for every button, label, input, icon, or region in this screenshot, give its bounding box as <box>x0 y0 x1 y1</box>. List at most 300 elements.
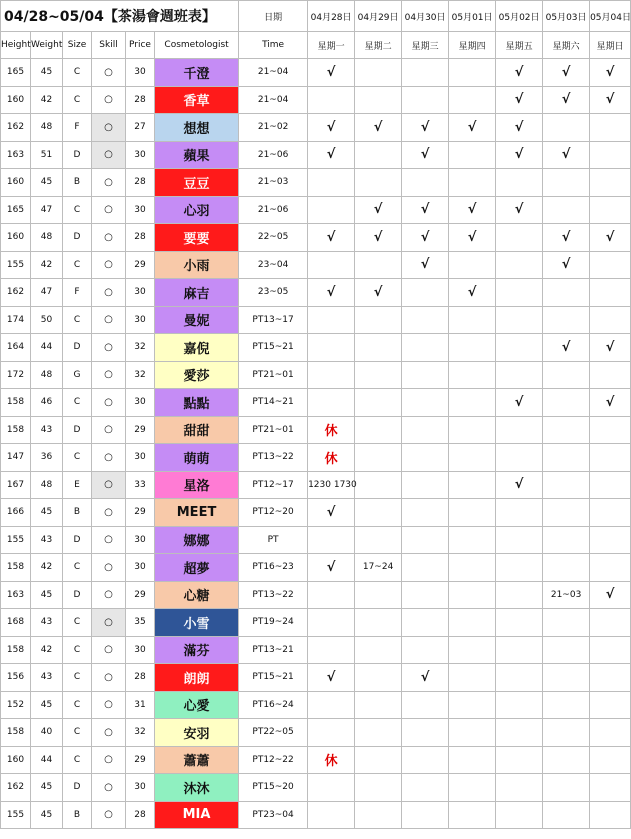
height-cell: 162 <box>1 279 31 307</box>
day-cell <box>402 636 449 664</box>
day-cell <box>402 746 449 774</box>
cosmetologist-name: 安羽 <box>155 719 239 747</box>
weight-cell: 42 <box>31 554 63 582</box>
weight-cell: 48 <box>31 114 63 142</box>
day-cell <box>308 251 355 279</box>
height-cell: 160 <box>1 224 31 252</box>
shift-check: √ <box>543 86 590 114</box>
table-row <box>1 691 631 719</box>
skill-cell: ○ <box>92 499 126 527</box>
price-cell: 28 <box>126 664 155 692</box>
day-cell <box>355 774 402 802</box>
day-cell <box>590 554 631 582</box>
day-cell <box>543 279 590 307</box>
day-cell <box>449 444 496 472</box>
day-cell <box>590 279 631 307</box>
day-cell <box>355 499 402 527</box>
skill-cell: ○ <box>92 279 126 307</box>
day-cell <box>449 526 496 554</box>
day-cell <box>308 526 355 554</box>
time-cell: 22~05 <box>239 224 308 252</box>
size-cell: C <box>63 306 92 334</box>
shift-check: √ <box>449 279 496 307</box>
cosmetologist-name: MIA <box>155 801 239 829</box>
height-cell: 155 <box>1 251 31 279</box>
price-header: Price <box>126 32 155 59</box>
price-cell: 29 <box>126 746 155 774</box>
cosmetologist-name: 萌萌 <box>155 444 239 472</box>
day-cell <box>496 746 543 774</box>
shift-check: √ <box>590 224 631 252</box>
shift-check: √ <box>402 664 449 692</box>
weekday-header: 星期二 <box>355 32 402 59</box>
cosmetologist-name: 心愛 <box>155 691 239 719</box>
day-cell <box>355 664 402 692</box>
price-cell: 30 <box>126 59 155 87</box>
table-row <box>1 86 631 114</box>
day-cell <box>449 86 496 114</box>
height-cell: 147 <box>1 444 31 472</box>
schedule-title: 04/28~05/04【茶湯會週班表】 <box>1 1 239 32</box>
day-cell <box>496 224 543 252</box>
cosmetologist-name: 超夢 <box>155 554 239 582</box>
day-cell <box>543 499 590 527</box>
day-cell <box>355 141 402 169</box>
day-cell <box>402 471 449 499</box>
time-cell: PT13~22 <box>239 444 308 472</box>
height-cell: 158 <box>1 389 31 417</box>
shift-check: √ <box>308 279 355 307</box>
size-cell: F <box>63 279 92 307</box>
date-header: 05月01日 <box>449 1 496 32</box>
day-cell <box>590 719 631 747</box>
cosmetologist-name: 麻吉 <box>155 279 239 307</box>
cosmetologist-name: 娜娜 <box>155 526 239 554</box>
shift-check: √ <box>449 224 496 252</box>
day-cell <box>543 774 590 802</box>
time-cell: 21~03 <box>239 169 308 197</box>
day-cell <box>449 746 496 774</box>
day-cell <box>543 664 590 692</box>
size-cell: C <box>63 609 92 637</box>
table-row <box>1 636 631 664</box>
shift-check: √ <box>496 86 543 114</box>
time-cell: PT21~01 <box>239 361 308 389</box>
time-cell: PT22~05 <box>239 719 308 747</box>
day-cell <box>543 636 590 664</box>
time-cell: PT16~24 <box>239 691 308 719</box>
day-cell <box>402 774 449 802</box>
shift-check: √ <box>402 114 449 142</box>
day-cell <box>496 581 543 609</box>
height-cell: 160 <box>1 169 31 197</box>
time-cell: PT14~21 <box>239 389 308 417</box>
day-cell <box>590 114 631 142</box>
day-cell <box>590 196 631 224</box>
day-cell <box>496 554 543 582</box>
day-cell <box>496 334 543 362</box>
shift-check: √ <box>543 334 590 362</box>
price-cell: 29 <box>126 416 155 444</box>
cosmetologist-name: 豆豆 <box>155 169 239 197</box>
price-cell: 28 <box>126 169 155 197</box>
skill-cell: ○ <box>92 114 126 142</box>
shift-check: √ <box>308 224 355 252</box>
day-cell <box>355 609 402 637</box>
date-header: 04月29日 <box>355 1 402 32</box>
shift-check: √ <box>402 141 449 169</box>
height-cell: 162 <box>1 774 31 802</box>
price-cell: 30 <box>126 306 155 334</box>
day-cell <box>449 169 496 197</box>
day-cell <box>355 801 402 829</box>
weight-cell: 43 <box>31 416 63 444</box>
size-cell: D <box>63 141 92 169</box>
table-row <box>1 499 631 527</box>
height-cell: 172 <box>1 361 31 389</box>
day-cell <box>449 141 496 169</box>
weight-cell: 43 <box>31 609 63 637</box>
size-cell: C <box>63 389 92 417</box>
size-cell: C <box>63 444 92 472</box>
size-cell: D <box>63 581 92 609</box>
size-cell: D <box>63 774 92 802</box>
time-cell: 21~02 <box>239 114 308 142</box>
day-cell <box>355 334 402 362</box>
day-cell <box>308 581 355 609</box>
day-cell <box>543 526 590 554</box>
table-row <box>1 554 631 582</box>
height-cell: 155 <box>1 526 31 554</box>
day-cell <box>496 774 543 802</box>
table-row <box>1 746 631 774</box>
weight-cell: 47 <box>31 279 63 307</box>
height-cell: 160 <box>1 86 31 114</box>
height-cell: 158 <box>1 719 31 747</box>
cosmetologist-name: 曼妮 <box>155 306 239 334</box>
weight-cell: 51 <box>31 141 63 169</box>
skill-cell: ○ <box>92 196 126 224</box>
weight-cell: 44 <box>31 334 63 362</box>
day-cell <box>590 801 631 829</box>
height-cell: 165 <box>1 196 31 224</box>
table-row <box>1 664 631 692</box>
day-cell <box>543 609 590 637</box>
day-cell <box>355 389 402 417</box>
day-cell <box>355 361 402 389</box>
day-off-mark: 休 <box>308 444 355 472</box>
skill-cell: ○ <box>92 224 126 252</box>
table-row <box>1 196 631 224</box>
height-cell: 158 <box>1 416 31 444</box>
time-cell: 21~06 <box>239 196 308 224</box>
price-cell: 35 <box>126 609 155 637</box>
size-cell: D <box>63 526 92 554</box>
height-cell: 167 <box>1 471 31 499</box>
size-cell: C <box>63 251 92 279</box>
day-cell <box>496 251 543 279</box>
day-cell <box>402 499 449 527</box>
day-cell <box>355 169 402 197</box>
size-cell: B <box>63 169 92 197</box>
price-cell: 32 <box>126 334 155 362</box>
day-cell <box>496 719 543 747</box>
day-cell <box>402 306 449 334</box>
shift-check: √ <box>402 224 449 252</box>
table-row <box>1 416 631 444</box>
shift-check: √ <box>308 59 355 87</box>
price-cell: 28 <box>126 801 155 829</box>
day-cell <box>308 86 355 114</box>
day-cell <box>590 444 631 472</box>
day-cell <box>308 691 355 719</box>
weight-cell: 48 <box>31 361 63 389</box>
cosmetologist-name: 想想 <box>155 114 239 142</box>
price-cell: 30 <box>126 279 155 307</box>
day-cell <box>308 801 355 829</box>
weight-cell: 42 <box>31 251 63 279</box>
skill-cell: ○ <box>92 169 126 197</box>
cosmetologist-name: 小雨 <box>155 251 239 279</box>
day-cell <box>496 801 543 829</box>
day-cell <box>543 746 590 774</box>
shift-check: √ <box>496 389 543 417</box>
day-cell <box>402 334 449 362</box>
weekday-header: 星期四 <box>449 32 496 59</box>
shift-check: √ <box>402 196 449 224</box>
height-cell: 174 <box>1 306 31 334</box>
size-cell: C <box>63 746 92 774</box>
size-cell: D <box>63 224 92 252</box>
day-cell <box>590 361 631 389</box>
day-cell <box>449 554 496 582</box>
table-row <box>1 361 631 389</box>
day-cell <box>449 664 496 692</box>
height-cell: 168 <box>1 609 31 637</box>
time-cell: PT13~22 <box>239 581 308 609</box>
day-cell <box>590 306 631 334</box>
time-cell: PT21~01 <box>239 416 308 444</box>
day-cell <box>590 471 631 499</box>
weight-cell: 45 <box>31 59 63 87</box>
skill-cell: ○ <box>92 59 126 87</box>
day-cell <box>590 499 631 527</box>
cosmetologist-name: 滿芬 <box>155 636 239 664</box>
height-cell: 164 <box>1 334 31 362</box>
weight-cell: 45 <box>31 169 63 197</box>
shift-check: √ <box>355 114 402 142</box>
skill-cell: ○ <box>92 306 126 334</box>
skill-cell: ○ <box>92 334 126 362</box>
day-cell <box>590 141 631 169</box>
weight-cell: 44 <box>31 746 63 774</box>
shift-check: √ <box>355 224 402 252</box>
weekday-header: 星期日 <box>590 32 631 59</box>
skill-cell: ○ <box>92 361 126 389</box>
table-row <box>1 224 631 252</box>
price-cell: 30 <box>126 554 155 582</box>
cosmetologist-name: MEET <box>155 499 239 527</box>
day-cell <box>543 554 590 582</box>
weight-cell: 42 <box>31 86 63 114</box>
time-header: Time <box>239 32 308 59</box>
price-cell: 30 <box>126 636 155 664</box>
price-cell: 30 <box>126 389 155 417</box>
day-cell <box>355 526 402 554</box>
day-cell <box>402 801 449 829</box>
time-cell: PT23~04 <box>239 801 308 829</box>
skill-cell: ○ <box>92 691 126 719</box>
day-cell <box>402 609 449 637</box>
size-cell: C <box>63 196 92 224</box>
day-cell <box>308 609 355 637</box>
time-cell: PT16~23 <box>239 554 308 582</box>
skill-cell: ○ <box>92 141 126 169</box>
day-cell <box>543 361 590 389</box>
cosmetologist-name: 點點 <box>155 389 239 417</box>
weight-cell: 50 <box>31 306 63 334</box>
day-cell <box>308 334 355 362</box>
shift-check: √ <box>543 224 590 252</box>
day-cell <box>402 86 449 114</box>
size-cell: C <box>63 664 92 692</box>
weight-cell: 46 <box>31 389 63 417</box>
day-cell <box>449 306 496 334</box>
size-cell: G <box>63 361 92 389</box>
day-cell <box>355 59 402 87</box>
table-row <box>1 306 631 334</box>
price-cell: 30 <box>126 774 155 802</box>
cosmetologist-name: 心糖 <box>155 581 239 609</box>
time-cell: PT12~17 <box>239 471 308 499</box>
day-cell <box>355 581 402 609</box>
skill-cell: ○ <box>92 416 126 444</box>
day-cell <box>308 774 355 802</box>
skill-cell: ○ <box>92 719 126 747</box>
weight-header: Weight <box>31 32 63 59</box>
table-row <box>1 169 631 197</box>
weight-cell: 43 <box>31 526 63 554</box>
shift-check: √ <box>402 251 449 279</box>
skill-cell: ○ <box>92 774 126 802</box>
table-row <box>1 251 631 279</box>
cosmetologist-name: 甜甜 <box>155 416 239 444</box>
weekday-header: 星期一 <box>308 32 355 59</box>
height-header: Height <box>1 32 31 59</box>
day-cell <box>449 636 496 664</box>
day-cell <box>402 416 449 444</box>
shift-check: √ <box>308 554 355 582</box>
price-cell: 32 <box>126 361 155 389</box>
schedule-body <box>1 59 631 829</box>
shift-check: √ <box>543 251 590 279</box>
cosmetologist-name: 蕭蕭 <box>155 746 239 774</box>
date-header: 04月30日 <box>402 1 449 32</box>
day-cell <box>543 801 590 829</box>
weight-cell: 47 <box>31 196 63 224</box>
day-off-mark: 休 <box>308 416 355 444</box>
time-cell: PT15~20 <box>239 774 308 802</box>
weight-cell: 45 <box>31 581 63 609</box>
day-cell <box>590 636 631 664</box>
time-cell: PT12~22 <box>239 746 308 774</box>
day-cell <box>496 636 543 664</box>
day-cell <box>449 691 496 719</box>
weight-cell: 48 <box>31 471 63 499</box>
day-cell <box>449 471 496 499</box>
weight-cell: 45 <box>31 499 63 527</box>
skill-cell: ○ <box>92 86 126 114</box>
day-cell <box>402 554 449 582</box>
day-cell <box>590 664 631 692</box>
skill-cell: ○ <box>92 581 126 609</box>
day-cell <box>402 526 449 554</box>
day-cell <box>402 581 449 609</box>
day-cell <box>355 471 402 499</box>
price-cell: 30 <box>126 526 155 554</box>
price-cell: 33 <box>126 471 155 499</box>
cosmetologist-name: 小雪 <box>155 609 239 637</box>
shift-check: √ <box>449 114 496 142</box>
shift-check: √ <box>590 59 631 87</box>
height-cell: 163 <box>1 581 31 609</box>
day-cell <box>308 169 355 197</box>
shift-check: √ <box>590 581 631 609</box>
time-cell: PT19~24 <box>239 609 308 637</box>
price-cell: 29 <box>126 251 155 279</box>
size-cell: D <box>63 416 92 444</box>
day-cell <box>449 609 496 637</box>
cosmetologist-name: 要要 <box>155 224 239 252</box>
day-cell <box>355 691 402 719</box>
height-cell: 158 <box>1 636 31 664</box>
date-label: 日期 <box>239 1 308 32</box>
time-cell: PT15~21 <box>239 664 308 692</box>
day-cell <box>308 196 355 224</box>
table-row <box>1 801 631 829</box>
day-cell <box>355 416 402 444</box>
weight-cell: 45 <box>31 801 63 829</box>
table-row <box>1 581 631 609</box>
price-cell: 27 <box>126 114 155 142</box>
table-row <box>1 719 631 747</box>
day-cell <box>449 719 496 747</box>
cosmetologist-name: 嘉倪 <box>155 334 239 362</box>
table-row <box>1 279 631 307</box>
day-cell <box>402 169 449 197</box>
day-cell <box>355 306 402 334</box>
table-row <box>1 59 631 87</box>
size-cell: C <box>63 86 92 114</box>
table-row <box>1 471 631 499</box>
day-cell <box>496 691 543 719</box>
height-cell: 165 <box>1 59 31 87</box>
day-cell <box>543 389 590 417</box>
price-cell: 30 <box>126 141 155 169</box>
cosmetologist-header: Cosmetologist <box>155 32 239 59</box>
weight-cell: 45 <box>31 691 63 719</box>
cosmetologist-name: 蘋果 <box>155 141 239 169</box>
skill-cell: ○ <box>92 636 126 664</box>
weight-cell: 40 <box>31 719 63 747</box>
price-cell: 31 <box>126 691 155 719</box>
day-cell <box>496 416 543 444</box>
height-cell: 166 <box>1 499 31 527</box>
shift-check: √ <box>543 141 590 169</box>
skill-cell: ○ <box>92 746 126 774</box>
skill-cell: ○ <box>92 251 126 279</box>
date-header: 04月28日 <box>308 1 355 32</box>
